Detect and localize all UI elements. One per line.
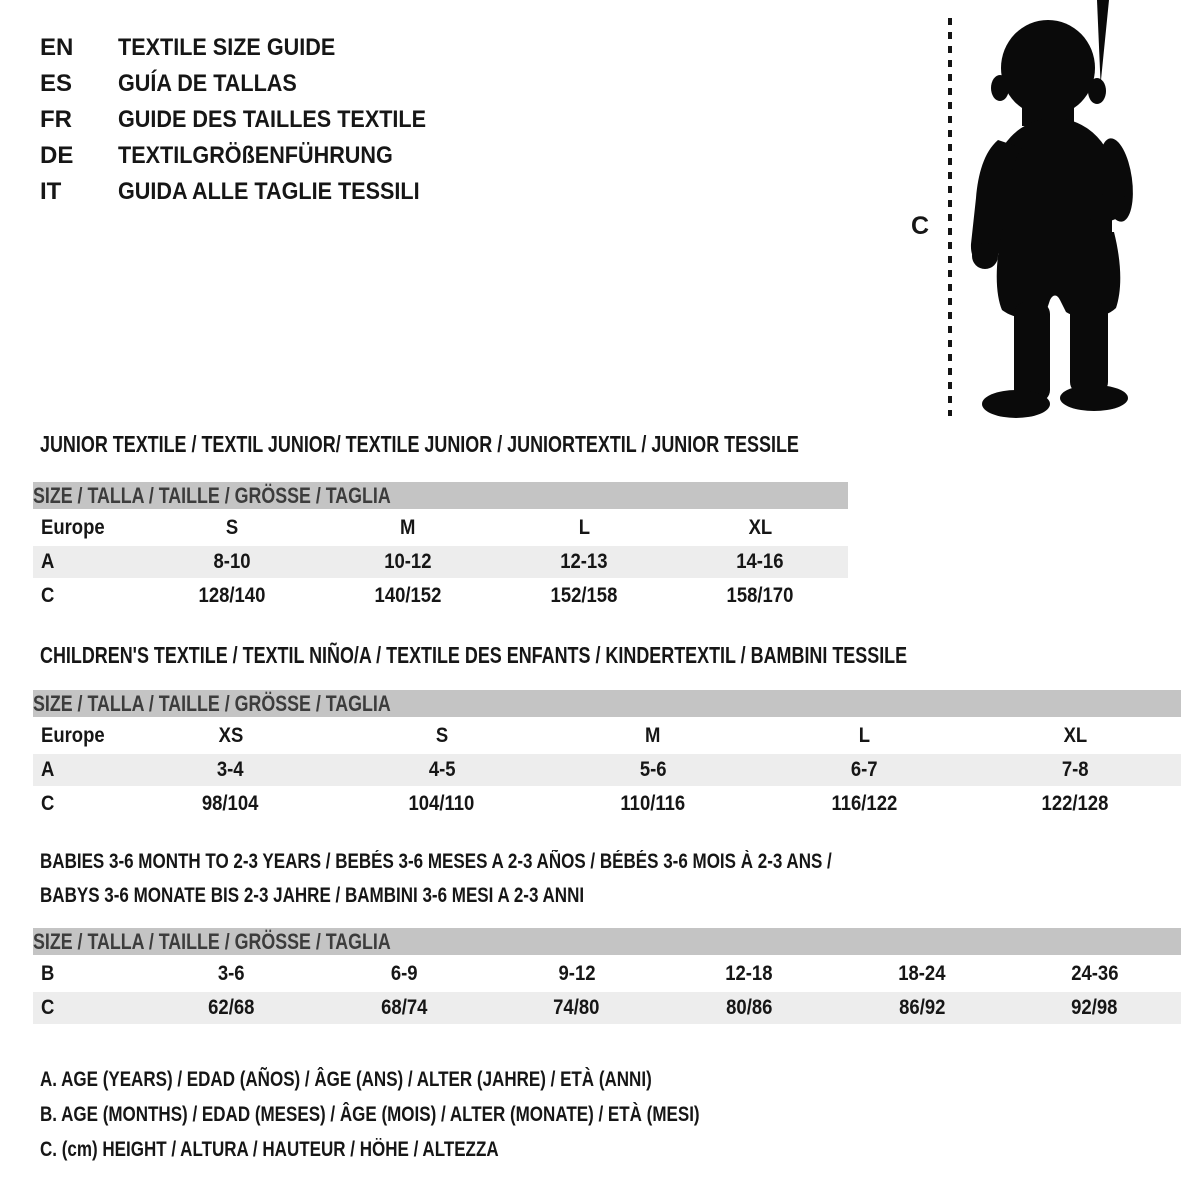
measure-legend — [40, 1062, 854, 1167]
value-cell: 62/68 — [145, 990, 318, 1026]
language-code: DE — [40, 142, 74, 169]
value-cell: 12-13 — [496, 544, 672, 580]
table-row — [33, 752, 1181, 788]
value-cell: 74/80 — [490, 990, 663, 1026]
legend-line-b: B. AGE (MONTHS) / EDAD (MESES) / ÂGE (MOIS) / ALTER (MONATE) / ETÀ (MESI) — [40, 1103, 700, 1126]
value-cell: 104/110 — [408, 792, 475, 815]
language-title: GUÍA DE TALLAS — [118, 70, 297, 97]
junior-size-table — [33, 482, 848, 612]
value-cell: 152/158 — [550, 584, 618, 607]
language-row-de — [40, 138, 460, 174]
table-row — [33, 544, 848, 580]
value-cell: 158/170 — [726, 584, 794, 607]
value-cell: 128/140 — [198, 584, 266, 607]
value-cell: 110/116 — [620, 792, 686, 815]
language-title: GUIDA ALLE TAGLIE TESSILI — [118, 178, 420, 205]
value-cell: 98/104 — [202, 792, 259, 815]
row-label: Europe — [41, 516, 105, 539]
value-cell: 140/152 — [374, 584, 442, 607]
value-cell: 116/122 — [831, 792, 898, 815]
language-row-es — [40, 66, 460, 102]
language-title-list — [40, 30, 460, 210]
size-cell: S — [225, 516, 239, 539]
value-cell: 92/98 — [1008, 990, 1181, 1026]
language-row-fr — [40, 102, 460, 138]
table-row — [33, 720, 1181, 752]
babies-section-heading: BABIES 3-6 MONTH TO 2-3 YEARS / BEBÉS 3-6 MESES A 2-3 AÑOS / BÉBÉS 3-6 MOIS À 2-3 ANS / BABYS 3-6 MONATE BIS 2-3 JAHRE / BAMBINI 3-6 MESI A 2-3 ANNI — [40, 850, 832, 907]
language-code: ES — [40, 70, 73, 97]
row-label: B — [41, 962, 55, 985]
value-cell: 80/86 — [663, 990, 836, 1026]
value-cell: 3-4 — [125, 752, 336, 788]
table-row — [33, 580, 848, 612]
value-cell: 9-12 — [558, 962, 596, 985]
language-row-en — [40, 30, 460, 66]
size-bar: SIZE / TALLA / TAILLE / GRÖSSE / TAGLIA — [33, 690, 1181, 720]
language-title: GUIDE DES TAILLES TEXTILE — [118, 106, 427, 133]
language-title: TEXTILGRÖßENFÜHRUNG — [118, 142, 393, 169]
value-cell: 6-7 — [759, 752, 970, 788]
value-cell: 8-10 — [144, 544, 320, 580]
value-cell: 86/92 — [836, 990, 1009, 1026]
language-title: TEXTILE SIZE GUIDE — [118, 34, 336, 61]
size-bar: SIZE / TALLA / TAILLE / GRÖSSE / TAGLIA — [33, 928, 1181, 958]
table-row — [33, 788, 1181, 820]
size-cell: XL — [1063, 724, 1088, 747]
legend-line-c: C. (cm) HEIGHT / ALTURA / HAUTEUR / HÖHE / ALTEZZA — [40, 1138, 499, 1161]
value-cell: 3-6 — [217, 962, 245, 985]
size-cell: S — [435, 724, 448, 747]
value-cell: 122/128 — [1041, 792, 1109, 815]
children-size-table — [33, 690, 1181, 820]
value-cell: 24-36 — [1071, 962, 1119, 985]
children-section-heading: CHILDREN'S TEXTILE / TEXTIL NIÑO/A / TEXTILE DES ENFANTS / KINDERTEXTIL / BAMBINI TESSILE — [40, 642, 908, 668]
height-measure-dashed-line — [948, 18, 952, 416]
size-cell: XS — [218, 724, 243, 747]
size-bar: SIZE / TALLA / TAILLE / GRÖSSE / TAGLIA — [33, 482, 848, 512]
size-cell: L — [858, 724, 870, 747]
value-cell: 14-16 — [672, 544, 848, 580]
table-row — [33, 990, 1181, 1026]
row-label: C — [33, 990, 145, 1026]
value-cell: 4-5 — [336, 752, 547, 788]
row-label: C — [41, 792, 55, 815]
value-cell: 5-6 — [547, 752, 758, 788]
babies-size-table — [33, 928, 1181, 1026]
toddler-silhouette-icon — [958, 12, 1150, 422]
value-cell: 18-24 — [898, 962, 946, 985]
size-cell: M — [645, 724, 661, 747]
junior-section-heading: JUNIOR TEXTILE / TEXTIL JUNIOR/ TEXTILE JUNIOR / JUNIORTEXTIL / JUNIOR TESSILE — [40, 431, 799, 457]
value-cell: 12-18 — [725, 962, 773, 985]
row-label: A — [33, 544, 144, 580]
table-row — [33, 512, 848, 544]
language-code: IT — [40, 178, 62, 205]
language-code: EN — [40, 34, 74, 61]
value-cell: 6-9 — [390, 962, 418, 985]
language-row-it — [40, 174, 460, 210]
value-cell: 10-12 — [320, 544, 496, 580]
value-cell: 7-8 — [970, 752, 1181, 788]
row-label: Europe — [41, 724, 105, 747]
size-cell: M — [400, 516, 416, 539]
row-label: A — [33, 752, 125, 788]
size-cell: L — [578, 516, 590, 539]
table-row — [33, 958, 1181, 990]
legend-line-a: A. AGE (YEARS) / EDAD (AÑOS) / ÂGE (ANS) / ALTER (JAHRE) / ETÀ (ANNI) — [40, 1068, 652, 1091]
height-measure-label: C — [911, 212, 930, 240]
value-cell: 68/74 — [318, 990, 491, 1026]
size-cell: XL — [748, 516, 772, 539]
row-label: C — [41, 584, 55, 607]
language-code: FR — [40, 106, 72, 133]
